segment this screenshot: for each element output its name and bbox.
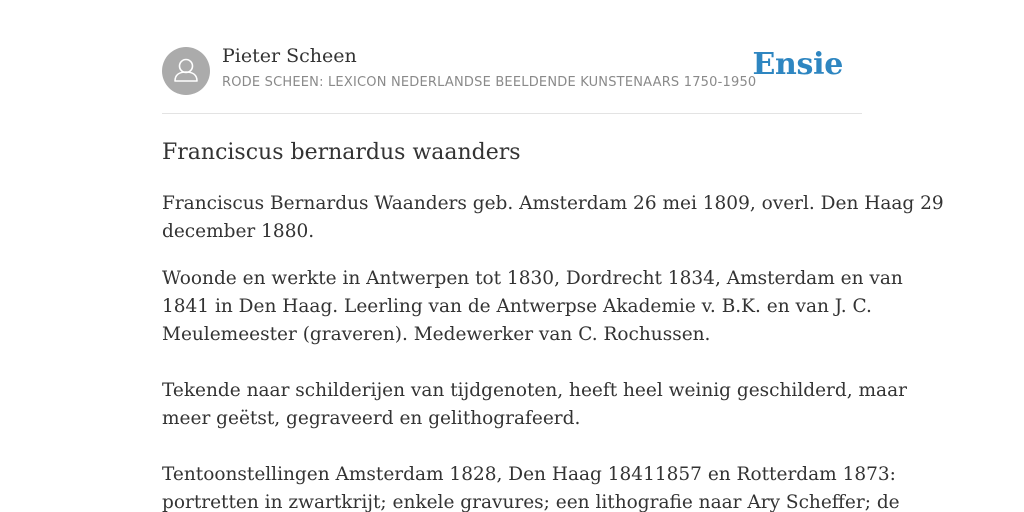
paragraph-exhibitions [162,461,900,512]
paragraph-work [162,377,907,433]
paragraph-line: meer geëtst, gegraveerd en gelithografeerd. [162,408,581,429]
article-container [162,0,944,512]
paragraph-line: portretten in zwartkrijt; enkele gravures; een lithografie naar Ary Scheffer; de [162,492,900,512]
paragraph-line: Woonde en werkte in Antwerpen tot 1830, Dordrecht 1834, Amsterdam en van [162,268,903,289]
ensie-logo[interactable]: Ensie [752,47,843,82]
author-avatar[interactable] [162,47,210,95]
paragraph-line: Tentoonstellingen Amsterdam 1828, Den Haag 18411857 en Rotterdam 1873: [162,464,896,485]
paragraph-line: Meulemeester (graveren). Medewerker van C. Rochussen. [162,324,711,345]
author-name[interactable]: Pieter Scheen [222,45,357,67]
source-title[interactable]: RODE SCHEEN: LEXICON NEDERLANDSE BEELDENDE KUNSTENAARS 1750-1950 [222,75,757,90]
paragraph-career [162,265,903,349]
paragraph-line: december 1880. [162,221,315,242]
paragraph-biography [162,190,944,246]
article-title: Franciscus bernardus waanders [162,140,521,165]
paragraph-line: 1841 in Den Haag. Leerling van de Antwerpse Akademie v. B.K. en van J. C. [162,296,872,317]
paragraph-line: Tekende naar schilderijen van tijdgenoten, heeft heel weinig geschilderd, maar [162,380,907,401]
paragraph-line: Franciscus Bernardus Waanders geb. Amsterdam 26 mei 1809, overl. Den Haag 29 [162,193,944,214]
article-header [162,0,862,114]
user-icon [162,47,210,95]
